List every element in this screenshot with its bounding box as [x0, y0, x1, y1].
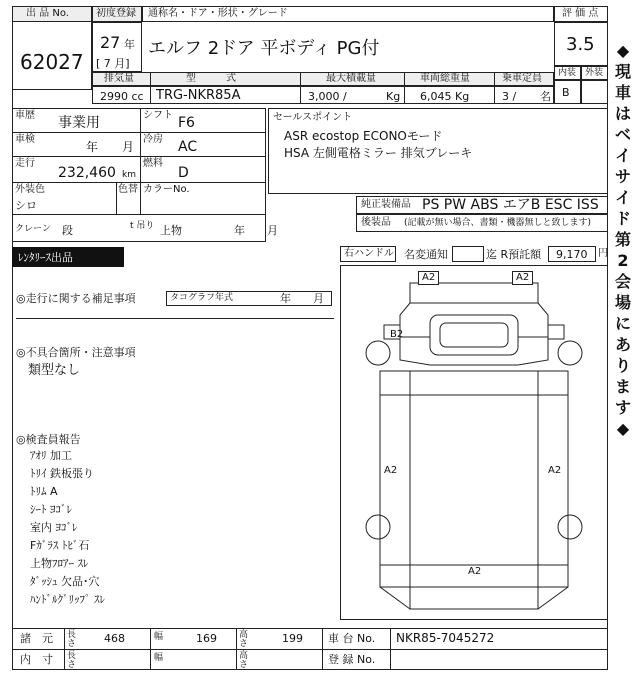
bed-side-left	[380, 371, 410, 587]
rental-tab: ﾚﾝﾀﾘｰｽ出品	[12, 247, 124, 267]
mileage-unit: km	[122, 170, 136, 180]
lot-number: 62027	[20, 50, 84, 74]
mileage-label: 走行	[15, 158, 35, 169]
reg-label: 登 録 No.	[328, 653, 376, 666]
equipment-value: PS PW ABS エアB ESC ISS	[422, 197, 599, 213]
lot-label: 出 品 No.	[26, 8, 69, 19]
grade-value: 3.5	[566, 34, 595, 55]
width-label: 幅	[154, 632, 164, 642]
reg-year-unit: 年	[124, 38, 135, 51]
bed-side-right	[538, 371, 568, 587]
shift: F6	[178, 115, 195, 131]
sales-line-2: HSA 左側電格ミラー 排気ブレーキ	[284, 146, 473, 160]
color: シロ	[15, 199, 37, 212]
defects: 類型なし	[28, 363, 81, 378]
inspection: 年 月	[86, 140, 135, 154]
tailgate	[410, 587, 538, 609]
cab-outline	[400, 303, 548, 365]
interior-dims-label: 内 寸	[20, 653, 53, 666]
wheel-rear-left	[366, 515, 390, 539]
dims-label: 諸 元	[20, 632, 53, 645]
damage-mark: A2	[418, 271, 439, 285]
reg-month: [ 7 月]	[96, 57, 130, 70]
max-load-unit: Kg	[386, 90, 401, 103]
damage-mark: A2	[468, 566, 482, 577]
interior-grade: B	[562, 86, 570, 99]
length: 468	[104, 632, 125, 645]
interior-length-label: 長さ	[67, 651, 77, 670]
color-label: 外装色	[15, 184, 45, 195]
inspector-line: ｱｵﾘ 加工	[30, 449, 72, 462]
damage-mark: A2	[548, 465, 562, 476]
deposit-unit: 円	[598, 248, 608, 259]
inspector-line: ﾄﾘｲ 鉄板張り	[30, 467, 94, 480]
inspector-line: ﾄﾘﾑ A	[30, 485, 58, 498]
chassis-label: 車 台 No.	[328, 632, 376, 645]
length-label: 長さ	[67, 630, 77, 649]
tacho-value: 年 月	[280, 292, 324, 305]
roof	[440, 323, 508, 347]
wheel-rear-right	[558, 515, 582, 539]
steering: 右ハンドル	[344, 248, 394, 259]
displacement: 2990 cc	[100, 90, 144, 103]
model: TRG-NKR85A	[156, 88, 241, 103]
exterior-grade-box	[581, 80, 608, 104]
capacity-label: 乗車定員	[502, 73, 542, 84]
wheel-front-left	[366, 341, 390, 365]
gross-weight-label: 車両総重量	[420, 73, 470, 84]
shift-label: シフト	[143, 110, 173, 121]
inspector-line: Fｶﾞﾗｽ ﾄﾋﾞ石	[30, 539, 90, 552]
cargo-bed	[410, 371, 538, 587]
crane-label: クレーン	[15, 224, 51, 234]
deposit-label: 迄 R預託額	[486, 248, 542, 261]
windshield	[430, 315, 518, 355]
mirror-right	[548, 325, 564, 339]
capacity-unit: 名	[540, 90, 551, 103]
upper-date: 年 月	[234, 224, 278, 237]
gross-weight: 6,045 Kg	[420, 90, 470, 103]
inspection-label: 車検	[15, 134, 35, 145]
reg-year: 27	[100, 33, 121, 52]
interior-width-label: 幅	[154, 653, 164, 663]
damage-mark: B2	[390, 329, 404, 340]
exterior-label: 外装	[585, 68, 604, 78]
name-label: 通称名・ドア・形状・グレード	[148, 8, 288, 19]
tacho-label: タコグラフ年式	[170, 293, 234, 303]
height: 199	[282, 632, 303, 645]
crane-stage: 段	[62, 224, 73, 237]
travel-label: ◎走行に関する補足事項	[16, 292, 136, 305]
inspector-line: ｼｰﾄ ﾖｺﾞﾚ	[30, 503, 72, 516]
first-reg-label: 初度登録	[96, 8, 136, 19]
upper-label: 上物	[160, 224, 182, 237]
ac-label: 冷房	[143, 134, 163, 145]
interior-label: 内装	[558, 68, 577, 78]
vehicle-name: エルフ 2ドア 平ボディ PG付	[148, 38, 380, 59]
color-code-label: カラーNo.	[143, 184, 190, 195]
damage-mark: A2	[384, 465, 398, 476]
spec-label-row	[92, 72, 554, 86]
grade-label: 評 価 点	[562, 8, 599, 19]
deposit: 9,170	[556, 248, 588, 261]
max-load-label: 最大積載量	[326, 73, 376, 84]
max-load: 3,000 /	[308, 90, 347, 103]
defects-label: ◎不具合箇所・注意事項	[16, 346, 136, 359]
history: 事業用	[58, 115, 100, 131]
inspector-label: ◎検査員報告	[16, 433, 81, 446]
mileage: 232,460	[58, 165, 116, 181]
damage-mark: A2	[512, 271, 533, 285]
height-label: 高さ	[239, 630, 249, 649]
ac: AC	[178, 139, 198, 155]
aftermarket-label: 後装品	[361, 217, 391, 228]
interior-height-label: 高さ	[239, 651, 249, 670]
fuel-label: 燃料	[143, 158, 163, 169]
model-label: 型 式	[186, 73, 236, 84]
sales-label: セールスポイント	[273, 112, 353, 123]
sales-line-1: ASR ecostop ECONOモード	[284, 129, 443, 143]
crane-lift: t 吊り	[130, 221, 155, 231]
chassis: NKR85-7045272	[396, 631, 495, 645]
history-label: 車歴	[15, 110, 35, 121]
width: 169	[196, 632, 217, 645]
color-no-label: 色替	[118, 184, 138, 195]
displacement-label: 排気量	[104, 73, 134, 84]
inspector-line: ﾀﾞｯｼｭ 欠品･穴	[30, 575, 100, 588]
front-bumper	[410, 283, 538, 303]
name-change-label: 名変通知	[404, 248, 448, 261]
wheel-front-right	[558, 341, 582, 365]
aftermarket-note: (記載が無い場合、書類・機器無しと致します)	[404, 218, 592, 228]
sidebar-notice: ◆ 現 車 は ベ イ サ イ ド 第 2 会 場 に あ り ま す ◆	[614, 41, 631, 438]
equipment-label: 純正装備品	[361, 199, 411, 210]
fuel: D	[178, 165, 189, 181]
inspector-line: 上物ﾌﾛｱｰ ｽﾚ	[30, 557, 89, 570]
inspector-line: ﾊﾝﾄﾞﾙｸﾞﾘｯﾌﾟ ｽﾚ	[30, 593, 105, 606]
inspector-line: 室内 ﾖｺﾞﾚ	[30, 521, 78, 534]
capacity: 3 /	[502, 90, 517, 103]
name-change-box	[452, 246, 484, 262]
